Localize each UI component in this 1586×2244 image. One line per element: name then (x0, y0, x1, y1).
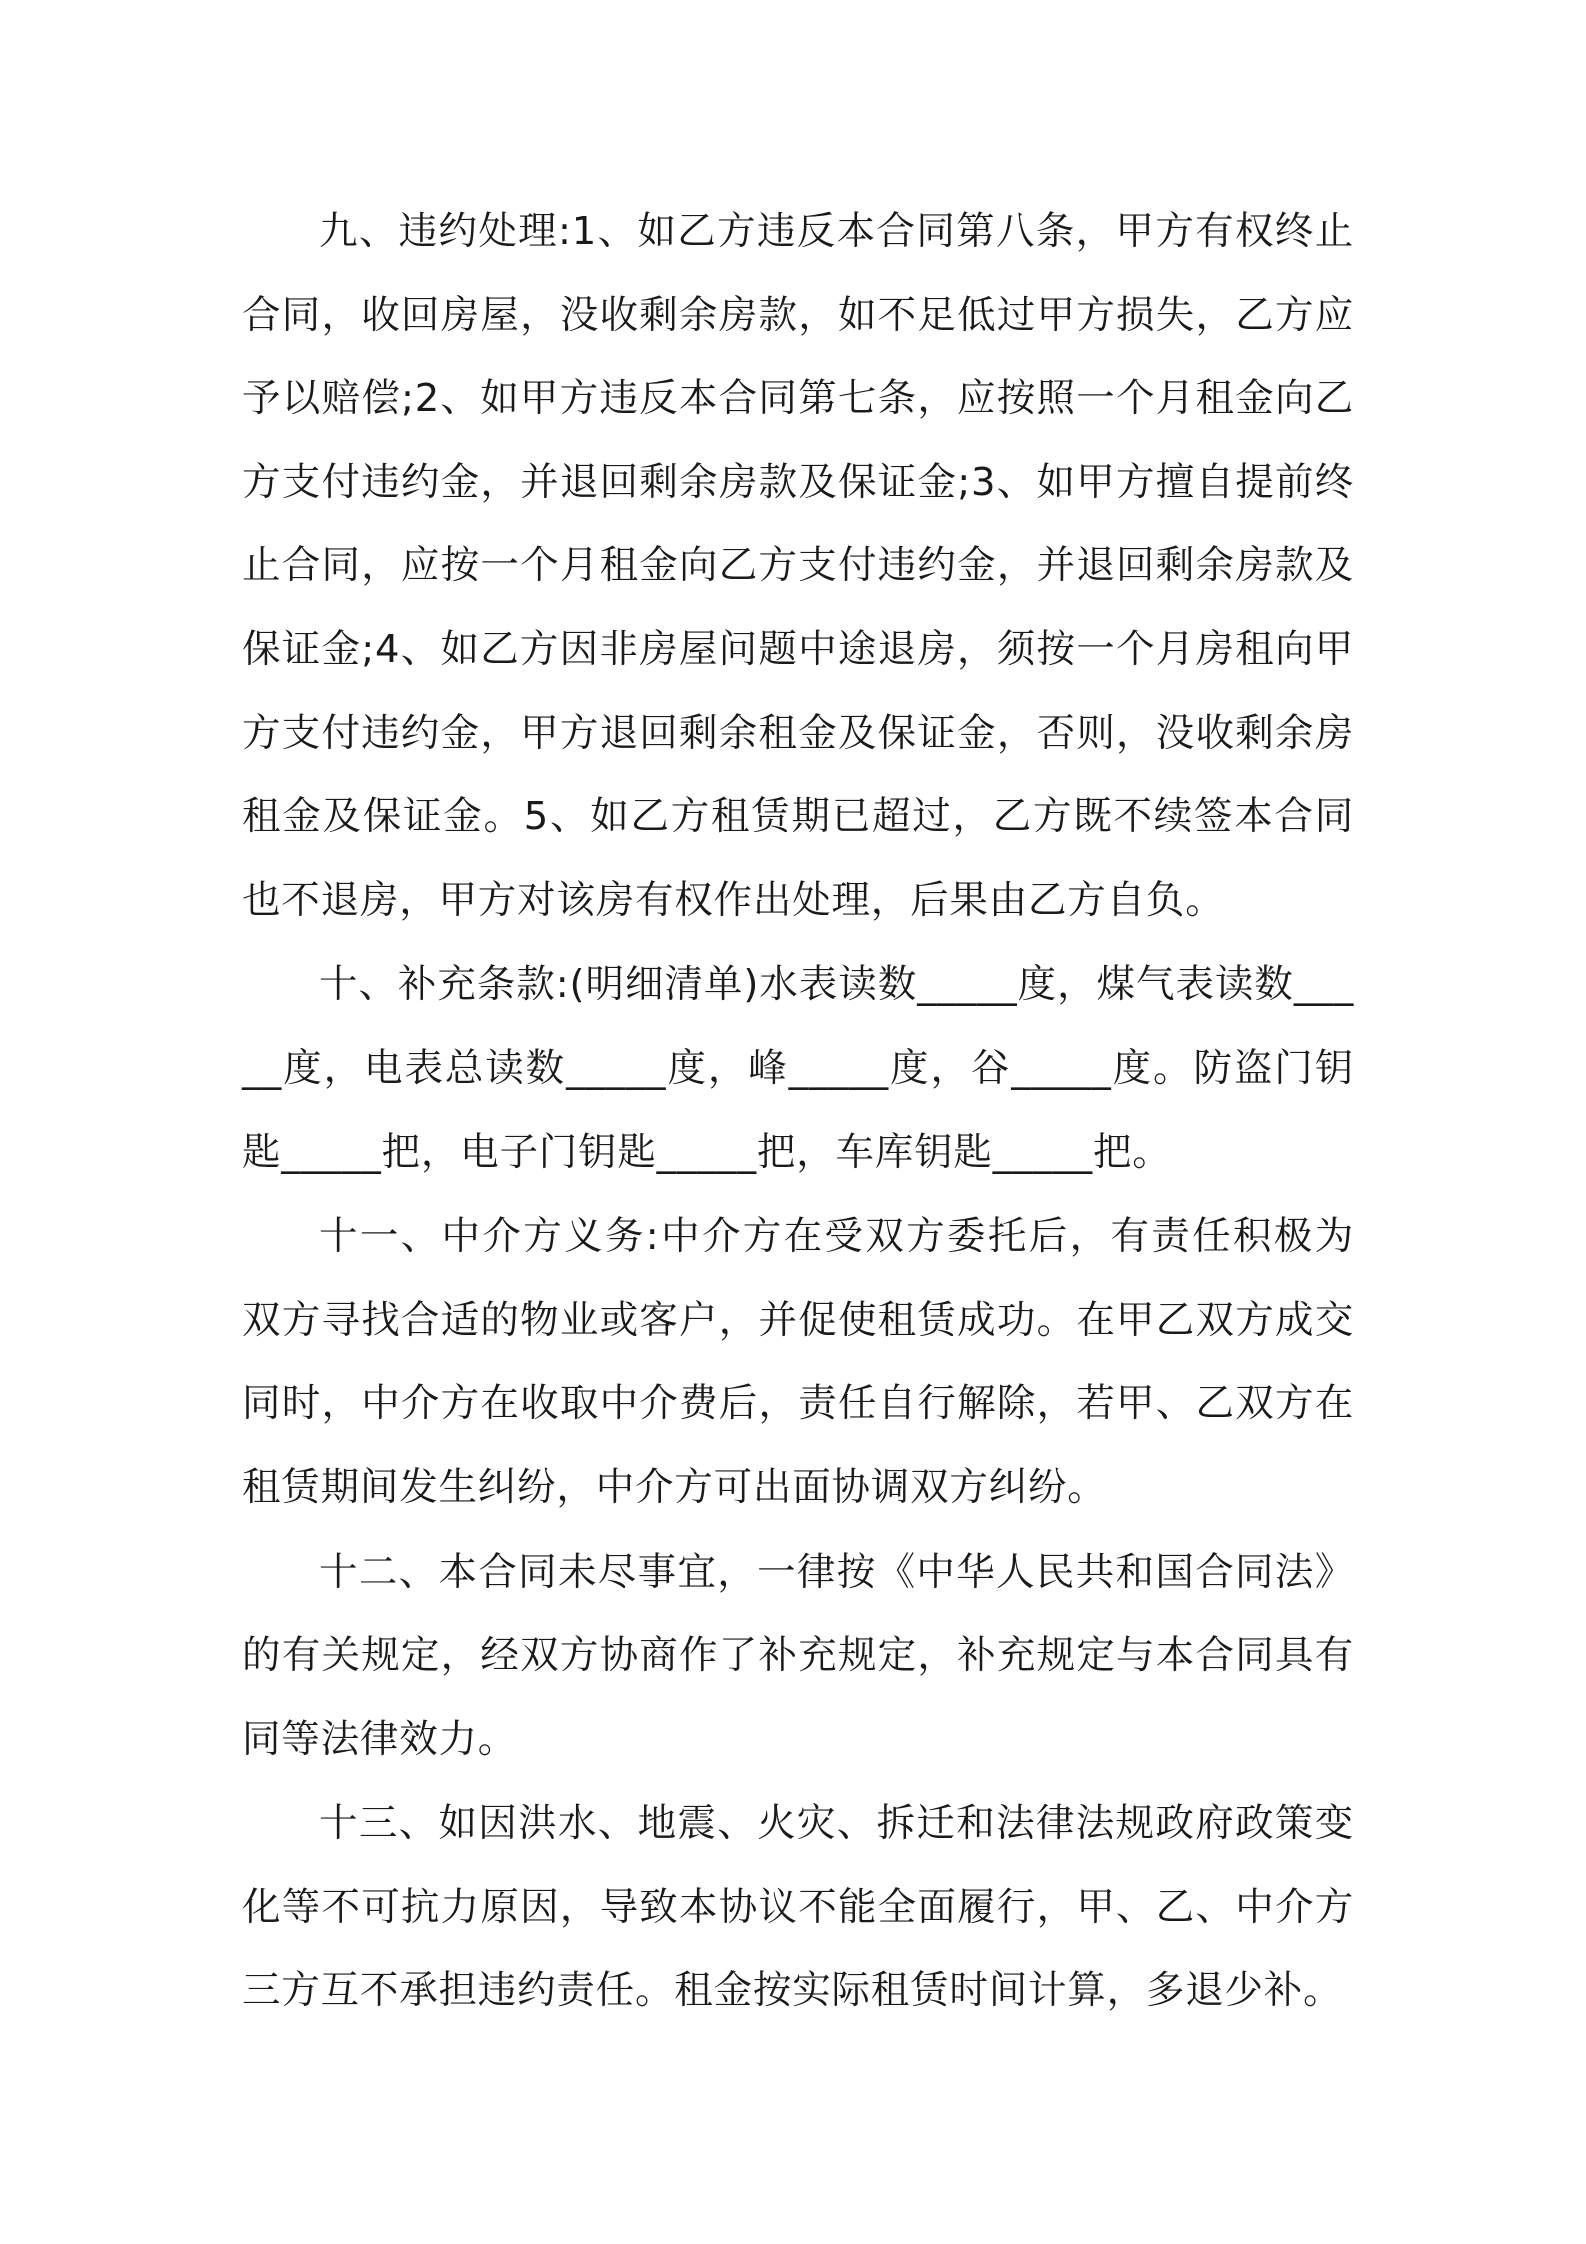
clause-eleven-agent-duty: 十一、中介方义务:中介方在受双方委托后，有责任积极为双方寻找合适的物业或客户，并促使租赁成功。在甲乙双方成交同时，中介方在收取中介费后，责任自行解除，若甲、乙双方在租赁期间发生纠纷，中介方可出面协调双方纠纷。 (242, 1214, 1354, 1510)
clause-ten-supplementary: 十、补充条款:(明细清单)水表读数_____度，煤气表读数_____度，电表总读数_____度，峰_____度，谷_____度。防盗门钥匙_____把，电子门钥匙_____把，车库钥匙_____把。 (242, 962, 1354, 1175)
clause-twelve-unresolved: 十二、本合同未尽事宜，一律按《中华人民共和国合同法》的有关规定，经双方协商作了补充规定，补充规定与本合同具有同等法律效力。 (242, 1549, 1354, 1762)
document-body (242, 190, 1354, 2034)
clause-nine-breach: 九、违约处理:1、如乙方违反本合同第八条，甲方有权终止合同，收回房屋，没收剩余房款，如不足低过甲方损失，乙方应予以赔偿;2、如甲方违反本合同第七条，应按照一个月租金向乙方支付违约金，并退回剩余房款及保证金;3、如甲方擅自提前终止合同，应按一个月租金向乙方支付违约金，并退回剩余房款及保证金;4、如乙方因非房屋问题中途退房，须按一个月房租向甲方支付违约金，甲方退回剩余租金及保证金，否则，没收剩余房租金及保证金。5、如乙方租赁期已超过，乙方既不续签本合同也不退房，甲方对该房有权作出处理，后果由乙方自负。 (242, 209, 1354, 923)
clause-thirteen-force-majeure: 十三、如因洪水、地震、火灾、拆迁和法律法规政府政策变化等不可抗力原因，导致本协议不能全面履行，甲、乙、中介方三方互不承担违约责任。租金按实际租赁时间计算，多退少补。 (242, 1801, 1354, 2014)
